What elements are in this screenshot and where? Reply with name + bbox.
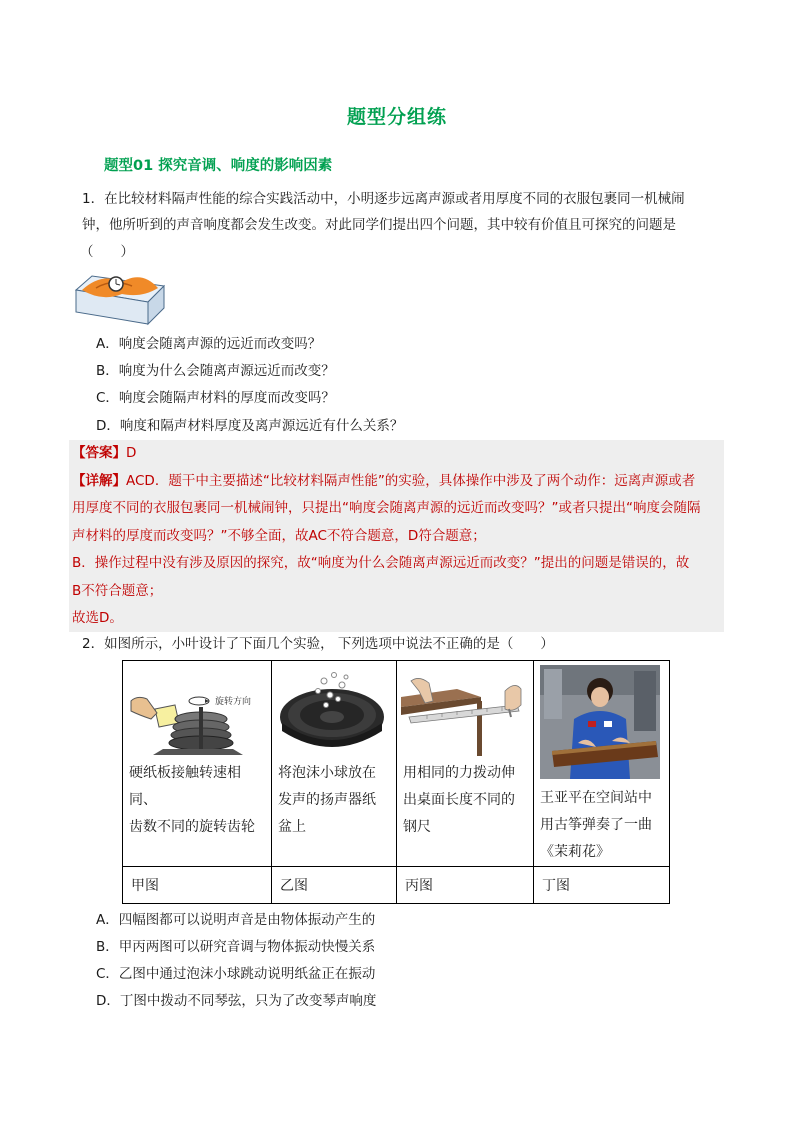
detail-line: 故选D。 bbox=[72, 610, 123, 626]
detail-line: 用厚度不同的衣服包裹同一机械闹钟，只提出“响度会随离声源的远近而改变吗？”或者只提出“响度会随隔 bbox=[72, 500, 701, 516]
question-1-line: 钟，他所听到的声音响度都会发生改变。对此同学们提出四个问题，其中较有价值且可探究的问题是 bbox=[82, 217, 676, 233]
caption-line: 将泡沫小球放在 bbox=[278, 765, 376, 781]
answer-blank: （ ） bbox=[80, 244, 134, 260]
page-title: 题型分组练 bbox=[346, 106, 447, 128]
caption-line: 齿数不同的旋转齿轮 bbox=[129, 819, 255, 835]
figure-label: 丁图 bbox=[534, 867, 670, 904]
detail-line: B．操作过程中没有涉及原因的探究，故“响度为什么会随离声源远近而改变？”提出的问题是错误的，故 bbox=[72, 555, 690, 571]
caption-line: 用古筝弹奏了一曲 bbox=[540, 817, 652, 833]
question-2-stem: 2．如图所示，小叶设计了下面几个实验， 下列选项中说法不正确的是（ ） bbox=[82, 636, 554, 652]
caption-line: 出桌面长度不同的 bbox=[403, 792, 515, 808]
caption-line: 硬纸板接触转速相同、 bbox=[129, 765, 241, 808]
caption-line: 盆上 bbox=[278, 819, 306, 835]
speaker-experiment-image bbox=[272, 661, 396, 756]
option-b: B．响度为什么会随离声源远近而改变？ bbox=[96, 363, 335, 379]
alarm-clock-box-image bbox=[72, 268, 168, 328]
option-d: D．丁图中拨动不同琴弦，只为了改变琴声响度 bbox=[96, 993, 377, 1009]
experiment-caption bbox=[534, 781, 669, 866]
caption-line: 《茉莉花》 bbox=[540, 844, 610, 860]
detail-line: B不符合题意； bbox=[72, 582, 163, 599]
figure-label: 甲图 bbox=[123, 867, 272, 904]
detail-line: ACD．题干中主要描述“比较材料隔声性能”的实验，具体操作中涉及了两个动作：远离声源或者 bbox=[126, 472, 696, 489]
experiment-cell-bing bbox=[397, 661, 534, 867]
option-c: C．乙图中通过泡沫小球跳动说明纸盆正在振动 bbox=[96, 966, 376, 982]
gear-experiment-image bbox=[123, 661, 271, 756]
ruler-experiment-image bbox=[397, 661, 533, 756]
option-a: A．响度会随离声源的远近而改变吗？ bbox=[96, 336, 322, 352]
section-heading: 题型01 探究音调、响度的影响因素 bbox=[104, 158, 333, 174]
option-d: D．响度和隔声材料厚度及离声源远近有什么关系？ bbox=[96, 418, 404, 434]
caption-line: 用相同的力拨动伸 bbox=[403, 765, 515, 781]
experiment-table bbox=[122, 660, 670, 904]
caption-line: 钢尺 bbox=[403, 819, 431, 835]
detail-line: 声材料的厚度而改变吗？”不够全面，故AC不符合题意，D符合题意； bbox=[72, 527, 486, 544]
answer-explanation bbox=[72, 440, 722, 633]
rotation-direction-label: 旋转方向 bbox=[215, 697, 252, 707]
space-station-guzheng-photo bbox=[534, 661, 669, 781]
experiment-cell-ding bbox=[534, 661, 670, 867]
figure-label: 丙图 bbox=[397, 867, 534, 904]
experiment-caption bbox=[123, 756, 271, 841]
figure-label: 乙图 bbox=[272, 867, 397, 904]
experiment-caption bbox=[397, 756, 533, 841]
experiment-caption bbox=[272, 756, 396, 841]
option-c: C．响度会随隔声材料的厚度而改变吗？ bbox=[96, 390, 335, 406]
option-a: A．四幅图都可以说明声音是由物体振动产生的 bbox=[96, 912, 376, 928]
experiment-cell-yi bbox=[272, 661, 397, 867]
answer-label: 【答案】 bbox=[72, 445, 126, 461]
question-1-stem bbox=[82, 186, 702, 238]
question-1-line: 1．在比较材料隔声性能的综合实践活动中，小明逐步远离声源或者用厚度不同的衣服包裹同一机械闹 bbox=[82, 191, 685, 207]
answer-value: D bbox=[126, 445, 137, 461]
option-b: B．甲丙两图可以研究音调与物体振动快慢关系 bbox=[96, 939, 376, 955]
caption-line: 发声的扬声器纸 bbox=[278, 792, 376, 808]
caption-line: 王亚平在空间站中 bbox=[540, 790, 652, 806]
detail-label: 【详解】 bbox=[72, 472, 126, 489]
experiment-cell-jia bbox=[123, 661, 272, 867]
